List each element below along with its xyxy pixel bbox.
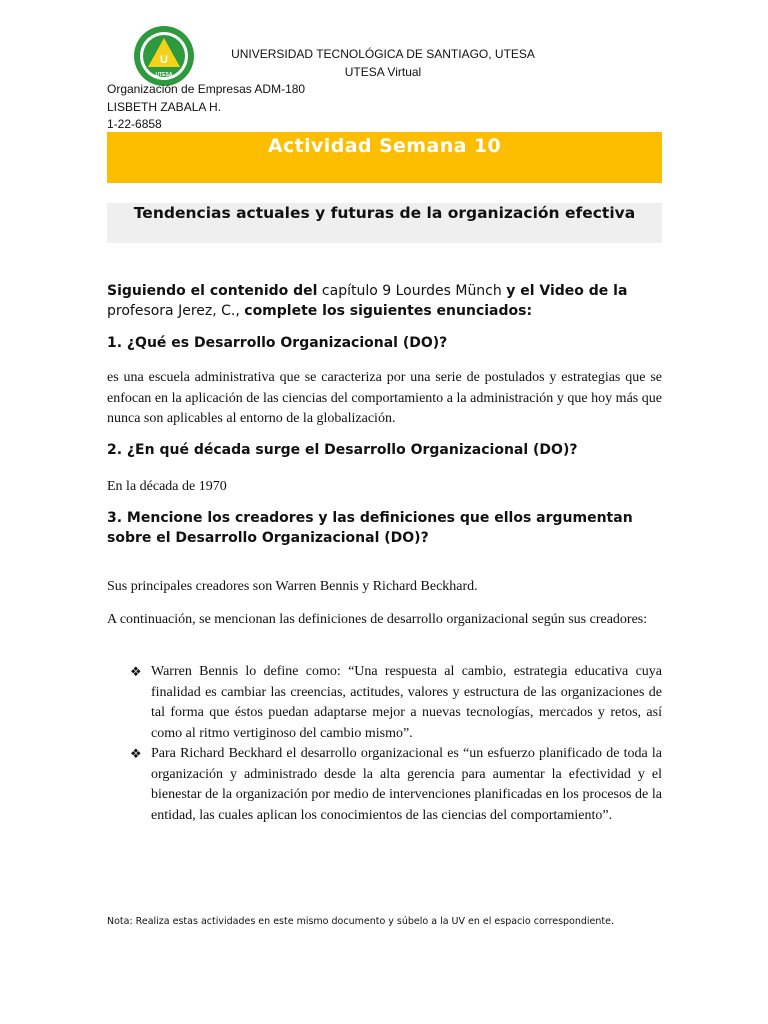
course-name: Organización de Empresas ADM-180: [107, 82, 306, 96]
answer-3-intro: A continuación, se mencionan las definiciones de desarrollo organizacional según sus creadores:: [107, 612, 648, 627]
diamond-bullet-icon: ❖: [130, 746, 142, 761]
bullet-text: Warren Bennis lo define como: “Una respuesta al cambio, estrategia educativa cuya finalidad es cambiar las creencias, actitudes, valores y estructura de las organizaciones de tal forma que éstos puedan adaptarse mejor a nuevas tecnologías, mercados y retos, así como al ritmo vertiginoso del cambio mismo”.: [151, 664, 662, 741]
question-3-line1: 3. Mencione los creadores y las definiciones que ellos argumentan: [107, 510, 633, 526]
student-name: LISBETH ZABALA H.: [107, 99, 222, 114]
activity-title: Actividad Semana 10: [267, 135, 502, 157]
subtitle: Tendencias actuales y futuras de la organización efectiva: [133, 204, 636, 222]
university-header: [0, 45, 768, 81]
list-item: [130, 662, 662, 744]
question-1: 1. ¿Qué es Desarrollo Organizacional (DO)?: [107, 335, 448, 351]
answer-2: En la década de 1970: [107, 479, 227, 494]
diamond-bullet-icon: ❖: [130, 664, 142, 679]
intro-part4: profesora Jerez, C.,: [107, 303, 245, 319]
intro-part5: complete los siguientes enunciados:: [244, 303, 533, 319]
intro-paragraph: [107, 281, 662, 321]
intro-part2: capítulo 9 Lourdes Münch: [317, 283, 507, 299]
question-3: [107, 509, 662, 548]
footer-note: Nota: Realiza estas actividades en este mismo documento y súbelo a la UV en el espacio correspondiente.: [107, 916, 615, 927]
list-item: [130, 744, 662, 826]
answer-3-creators: Sus principales creadores son Warren Bennis y Richard Beckhard.: [107, 579, 478, 594]
student-info: [107, 81, 305, 134]
bullet-text: Para Richard Beckhard el desarrollo organizacional es “un esfuerzo planificado de toda la organización y administrado desde la alta gerencia para aumentar la efectividad y el bienestar de la organización por medio de intervenciones planificadas en los procesos de la entidad, las cuales aplican los conocimientos de las ciencias del comportamiento”.: [151, 746, 662, 823]
logo-text: UTESA: [155, 72, 173, 78]
definitions-list: [130, 662, 662, 826]
answer-1: es una escuela administrativa que se caracteriza por una serie de postulados y estrategias que se enfocan en la aplicación de las ciencias del comportamiento a la administración y que hoy más que nunca son aplicables al entorno de la globalización.: [107, 370, 662, 426]
intro-part1: Siguiendo el contenido del: [107, 283, 318, 299]
university-name: UNIVERSIDAD TECNOLÓGICA DE SANTIAGO, UTESA: [231, 47, 535, 61]
question-2: 2. ¿En qué década surge el Desarrollo Organizacional (DO)?: [107, 442, 578, 458]
campus-name: UTESA Virtual: [344, 65, 422, 79]
activity-banner: [107, 132, 662, 183]
intro-part3: y el Video de la: [506, 283, 628, 299]
student-id: 1-22-6858: [107, 117, 162, 131]
subtitle-box: [107, 203, 662, 243]
question-3-line2: sobre el Desarrollo Organizacional (DO)?: [107, 529, 429, 546]
svg-text:U: U: [160, 54, 168, 66]
